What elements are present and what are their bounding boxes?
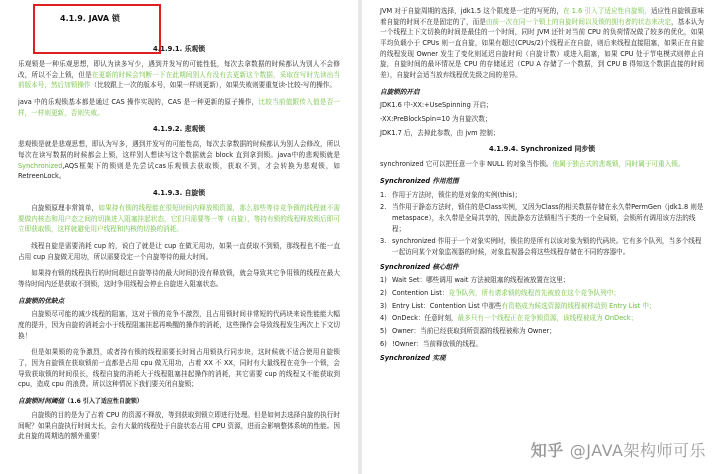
text: Entry List：Contention List 中那些 <box>392 301 502 310</box>
text: JVM 对于自旋周期的选择，jdk1.5 这个限度是一定的写死的， <box>380 7 563 15</box>
right-column <box>380 6 704 367</box>
zhihu-watermark <box>531 438 706 464</box>
spin-paragraph-2: 线程自旋是需要消耗 cup 的，说白了就是让 cup 在做无用功，如果一直获取不到锁，那线程也不能一直占用 cup 自旋做无用功，所以需要设定一个自旋等待的最大时间。 <box>18 242 340 261</box>
list-number: 1. <box>380 190 387 199</box>
text: OnDeck：任意时刻， <box>392 314 458 323</box>
optimistic-paragraph-1 <box>18 59 340 91</box>
jvm-flag-line-3: JDK1.7 后，去掉此参数，由 jvm 控制； <box>380 128 500 137</box>
subheading-spin-threshold <box>18 396 340 407</box>
list-text <box>392 288 704 299</box>
highlight-text: 有资格成为候选资源的线程被移动到 Entry List 中； <box>501 301 656 310</box>
threshold-paragraph: 自旋锁的目的是为了占着 CPU 的资源不释放，等到获取到锁立即进行处理。但是如何去选择自旋的执行时间呢？如果自旋执行时间太长，会有大量的线程处于自旋状态占用 CPU 资源，进而会影响整体系统的性能。因此自旋的周期选的额外重要！ <box>18 410 340 441</box>
list-item <box>380 236 704 257</box>
text: 适应性自旋锁意味着自旋的时间不在是固定的了，而是 <box>380 7 704 26</box>
heading-optimistic-lock: 4.1.9.1. 乐观锁 <box>152 45 205 53</box>
right-document-page <box>362 0 720 474</box>
list-item <box>380 190 704 201</box>
subheading-synchronized-impl: Synchronized 实现 <box>380 354 446 363</box>
list-number: 3) <box>380 301 387 310</box>
left-document-page <box>0 0 359 474</box>
scope-list <box>380 190 704 258</box>
text: Owner：当前已经获取到所资源的线程被称为 Owner； <box>392 327 556 336</box>
pros-paragraph-1: 自旋锁尽可能的减少线程的阻塞，这对于锁的竞争不激烈，且占用锁时间非常短的代码块来说性能能大幅度的提升，因为自旋的消耗会小于线程阻塞挂起再唤醒的操作的消耗，这些操作会导致线程发生两次上下文切换！ <box>18 310 340 340</box>
list-text <box>392 275 704 286</box>
text: ，基本认为一个线程上下文切换的时间是最佳的一个时间，同时 JVM 还针对当前 CPU 的负荷情况做了较多的优化，如果平均负载小于 CPUs 则一直自旋，如果有超过(CPUs/2)个线程正在自旋，则后来线程直接阻塞，如果正在自旋的线程发现 Owner 发生了变化则延迟自旋时间（自旋计数）或进入阻塞，如果 CPU 处于节电模式则停止自旋，自旋时间的最坏情况是 CPU 的存储延迟（CPU A 存储了一个数据，到 CPU B 得知这个数据直接的时间差），自旋时会适当放弃线程优先级之间的差异。 <box>380 17 705 80</box>
text: java 中的乐观锁基本都是通过 CAS 操作实现的，CAS 是一种更新的原子操作， <box>18 98 259 107</box>
highlight-text: 在更新的时候会判断一下在此期间别人有没有去更新这个数据，采取在写时先读出当前版本号，然后加锁操作 <box>18 70 341 90</box>
watermark-text: @JAVA架构师可乐 <box>569 441 706 461</box>
spin-paragraph-3: 如果持有锁的线程执行的时间超过自旋等待的最大时间扔没有释放锁，就会导致其它争用锁的线程在最大等待时间内还是获取不到锁，这时争用线程会停止自旋进入阻塞状态。 <box>18 269 340 289</box>
text: synchronized 它可以把任意一个非 NULL 的对象当作锁。 <box>380 160 553 169</box>
list-item <box>380 202 704 234</box>
text: Contention List： <box>392 289 449 298</box>
text: Wait Set：哪些调用 wait 方法被阻塞的线程被放置在这里； <box>392 276 570 285</box>
text: （比较跟上一次的版本号，如果一样则更新），如果失败则要重复读-比较-写的操作。 <box>90 81 336 90</box>
jvm-flag-line-2: -XX:PreBlockSpin=10 为自旋次数； <box>380 115 492 124</box>
list-item <box>380 275 704 286</box>
pessimistic-paragraph <box>18 139 340 182</box>
list-number: 5) <box>380 327 387 336</box>
highlight-text: Synchronized <box>18 161 63 170</box>
optimistic-paragraph-2 <box>18 97 340 118</box>
list-text: 当作用于静态方法时，锁住的是Class实例，又因为Class的相关数据存储在永久带PermGen（jdk1.8 则是 metaspace），永久带是全局共享的，因此静态方法锁相当于类的一个全局锁，会锁所有调用该方法的线程； <box>392 203 704 233</box>
list-number: 6) <box>380 339 387 348</box>
text: 乐观锁是一种乐观思想，即认为读多写少，遇到并发写的可能性低，每次去拿数据的时候都认为别人不会修改，所以不会上锁，但是 <box>18 60 340 79</box>
synchronized-intro <box>380 159 704 170</box>
text: 自旋锁原理非常简单， <box>31 204 99 213</box>
subheading-synchronized-scope: Synchronized 作用范围 <box>380 177 459 186</box>
list-number: 3. <box>380 237 387 246</box>
subheading-spin-enable: 自旋锁的开启 <box>380 87 420 96</box>
pros-paragraph-2: 但是如果锁的竞争激烈，或者持有锁的线程需要长时间占用锁执行同步块，这时候就不适合使用自旋锁了，因为自旋锁在获取锁前一直都是占用 cpu 做无用功，占着 XX 不 XX，同时有大量线程在竞争一个锁，会导致获取锁的时间很长，线程自旋的消耗大于线程阻塞挂起操作的消耗，其它需要 cup 的线程又不能获取到 cpu，造成 cpu 的浪费。所以这种情况下我们要关闭自旋锁； <box>18 348 340 389</box>
subheading-spin-pros-cons: 自旋锁的优缺点 <box>18 296 65 305</box>
highlight-text: 由前一次在同一个锁上的自旋时间以及锁的拥有者的状态来决定 <box>485 17 671 26</box>
highlight-text: 在 1.6 引入了适应性自旋锁， <box>562 7 651 15</box>
list-number: 4) <box>380 314 387 323</box>
highlight-text: 比较当前值跟传入值是否一样，一样则更新，否则失败。 <box>18 98 340 117</box>
list-item <box>380 339 704 350</box>
list-item <box>380 326 704 337</box>
text: （1.6 引入了适应性自旋锁） <box>64 398 143 406</box>
list-item <box>380 313 704 324</box>
list-text <box>392 339 704 350</box>
list-number: 2. <box>380 203 387 212</box>
heading-pessimistic-lock: 4.1.9.2. 悲观锁 <box>152 125 205 134</box>
text: !Owner：当前释放锁的线程。 <box>392 339 483 348</box>
subheading-synchronized-components: Synchronized 核心组件 <box>380 262 459 271</box>
list-text: synchronized 作用于一个对象实例时，锁住的是所有以该对象为锁的代码块。它有多个队列，当多个线程一起访问某个对象监视器的时候，对象监视器会将这些线程存储在不同的容器中。 <box>392 237 702 257</box>
list-item <box>380 301 704 312</box>
adaptive-spin-paragraph <box>380 6 704 81</box>
list-text <box>392 301 704 312</box>
list-text <box>392 313 704 324</box>
highlight-text: 竞争队列，所有请求锁的线程首先被放在这个竞争队列中； <box>448 289 620 298</box>
components-list <box>380 275 704 349</box>
list-number: 2) <box>380 289 387 298</box>
highlight-text: 最多只有一个线程正在竞争锁资源，该线程被成为 OnDeck； <box>457 314 638 323</box>
highlight-text: 如果持有锁的线程能在很短时间内释放锁资源，那么那些等待竞争锁的线程就不需要做内核态和用户态之间的切换进入阻塞挂起状态，它们只需要等一等（自旋），等持有锁的线程释放锁后即可立即获取锁，这样就避免用户线程和内核的切换的消耗。 <box>18 204 341 234</box>
left-column <box>18 45 341 448</box>
list-text: 作用于方法时，锁住的是对象的实例(this)； <box>392 190 522 199</box>
heading-synchronized: 4.1.9.4. Synchronized 同步锁 <box>488 145 596 154</box>
list-text <box>392 326 704 337</box>
zhihu-logo: 知乎 <box>530 441 564 461</box>
text: 悲观锁是就是悲观思想，即认为写多，遇到并发写的可能性高，每次去拿数据的时候都认为别人会修改，所以每次在读写数据的时候都会上锁，这样别人想读写这个数据就会 block 直到拿到锁。java中的悲观锁就是 <box>18 140 340 160</box>
list-item <box>380 288 704 299</box>
section-heading-java-locks: 4.1.9. JAVA 锁 <box>60 14 120 23</box>
jvm-flag-line-1: JDK1.6 中-XX:+UseSpinning 开启； <box>380 101 493 110</box>
text: 自旋锁时间阈值 <box>18 397 65 406</box>
list-number: 1) <box>380 276 387 285</box>
text: ,AQS框架下的锁则是先尝试cas乐观锁去获取锁，获取不到，才会转换为悲观锁，如 RetreenLock。 <box>18 161 340 181</box>
highlight-text: 他属于独占式的悲观锁，同时属于可重入锁。 <box>552 160 685 169</box>
spin-paragraph-1 <box>18 203 340 235</box>
heading-spin-lock: 4.1.9.3. 自旋锁 <box>152 189 205 198</box>
